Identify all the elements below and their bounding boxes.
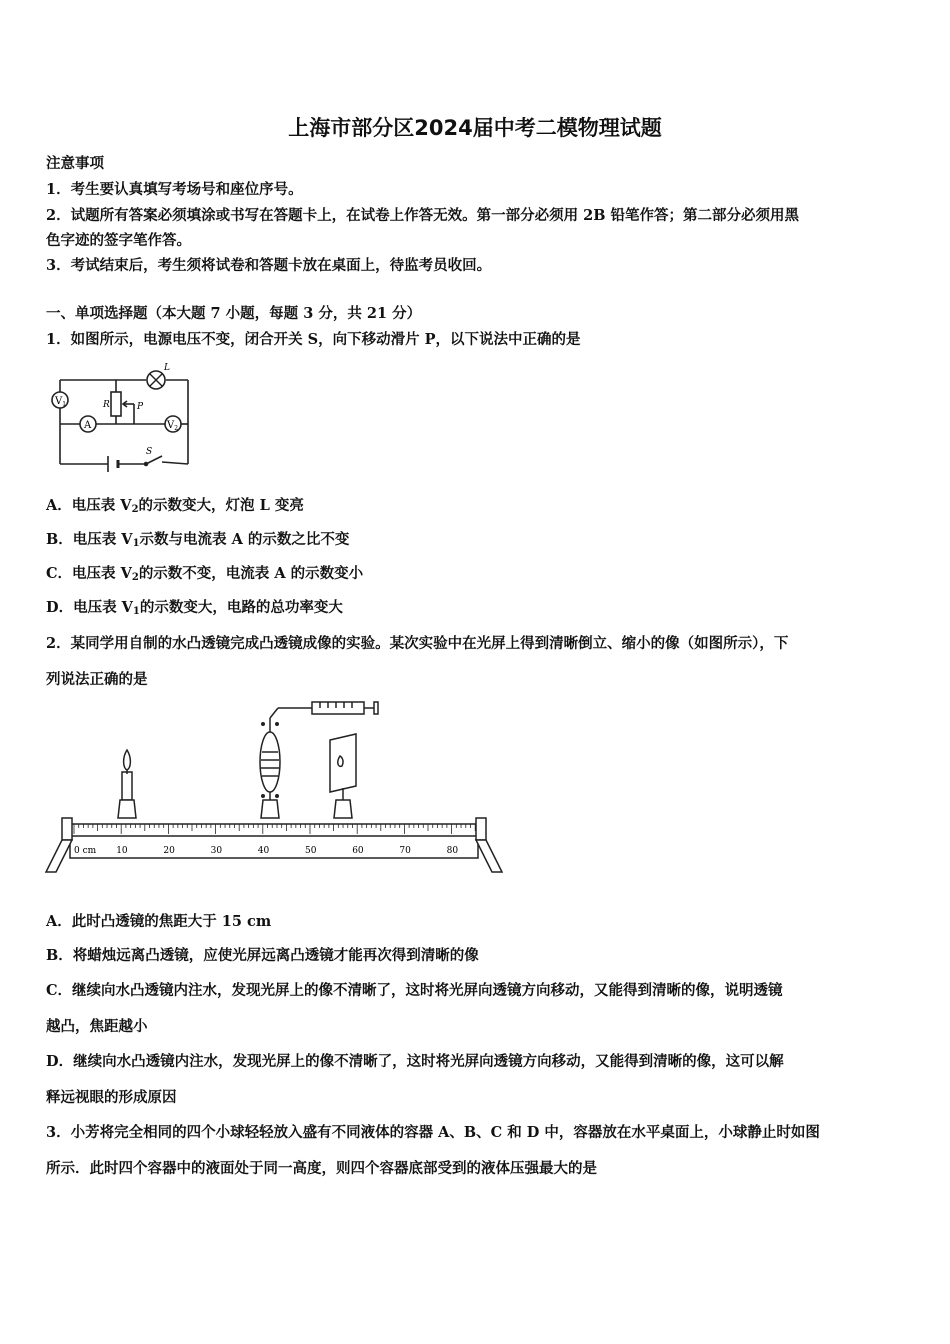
ruler-tick-label: 70 bbox=[399, 846, 411, 856]
notice-item: 色字迹的签字笔作答。 bbox=[46, 232, 191, 249]
svg-text:A: A bbox=[84, 420, 92, 431]
resistor-label: R bbox=[103, 400, 110, 410]
q2-option-d-cont: 释远视眼的形成原因 bbox=[46, 1089, 177, 1106]
voltmeter-v1-icon bbox=[52, 392, 68, 408]
ruler-tick-label: 10 bbox=[116, 846, 128, 856]
ruler-tick-label: 50 bbox=[305, 846, 317, 856]
circuit-diagram bbox=[46, 362, 196, 472]
section-heading: 一、单项选择题（本大题 7 小题，每题 3 分，共 21 分） bbox=[46, 305, 422, 322]
notice-heading: 注意事项 bbox=[46, 155, 104, 172]
q2-option-d: D．继续向水凸透镜内注水，发现光屏上的像不清晰了，这时将光屏向透镜方向移动，又能得到清晰的像，这可以解 bbox=[46, 1053, 784, 1070]
ruler-tick-label: 60 bbox=[352, 846, 364, 856]
q2-option-a: A．此时凸透镜的焦距大于 15 cm bbox=[46, 913, 272, 930]
ruler-zero-label: 0 cm bbox=[74, 846, 97, 856]
notice-item: 2．试题所有答案必须填涂或书写在答题卡上，在试卷上作答无效。第一部分必须用 2B 铅笔作答；第二部分必须用黑 bbox=[46, 207, 800, 224]
page-title: 上海市部分区2024届中考二模物理试题 bbox=[288, 116, 662, 140]
notice-item: 3．考试结束后，考生须将试卷和答题卡放在桌面上，待监考员收回。 bbox=[46, 257, 492, 274]
q2-option-b: B．将蜡烛远离凸透镜，应使光屏远离凸透镜才能再次得到清晰的像 bbox=[46, 947, 479, 964]
q1-option-c: C．电压表 $V_2$的示数不变，电流表 A 的示数变小 bbox=[46, 565, 364, 583]
slider-label: P bbox=[137, 402, 144, 412]
ruler-tick-label: 30 bbox=[210, 846, 223, 856]
lamp-icon bbox=[147, 371, 165, 389]
q2-option-c: C．继续向水凸透镜内注水，发现光屏上的像不清晰了，这时将光屏向透镜方向移动，又能得到清晰的像，说明透镜 bbox=[46, 982, 783, 999]
question-2-stem: 2．某同学用自制的水凸透镜完成凸透镜成像的实验。某次实验中在光屏上得到清晰倒立、缩小的像（如图所示），下 bbox=[46, 635, 789, 652]
q1-option-a: A．电压表 $V_2$的示数变大，灯泡 L 变亮 bbox=[46, 497, 304, 515]
optical-bench-diagram bbox=[44, 696, 506, 878]
ruler-tick-label: 20 bbox=[163, 846, 175, 856]
q1-option-b: B．电压表 $V_1$示数与电流表 A 的示数之比不变 bbox=[46, 531, 350, 549]
ammeter-icon bbox=[80, 416, 96, 432]
voltmeter-v2-icon bbox=[165, 416, 181, 432]
svg-text:V2: $V_2$ bbox=[167, 420, 179, 432]
question-1-stem: 1．如图所示，电源电压不变，闭合开关 S，向下移动滑片 P，以下说法中正确的是 bbox=[46, 331, 581, 348]
q2-option-c-cont: 越凸，焦距越小 bbox=[46, 1018, 148, 1035]
ruler-tick-label: 80 bbox=[446, 846, 459, 856]
svg-text:V1: $V_1$ bbox=[55, 396, 67, 408]
question-3-stem: 3．小芳将完全相同的四个小球轻轻放入盛有不同液体的容器 A、B、C 和 D 中，容器放在水平桌面上，小球静止时如图 bbox=[46, 1124, 820, 1141]
switch-label: S bbox=[146, 447, 153, 457]
q1-option-d: D．电压表 $V_1$的示数变大，电路的总功率变大 bbox=[46, 599, 343, 617]
notice-item: 1．考生要认真填写考场号和座位序号。 bbox=[46, 181, 303, 198]
ruler-tick-label: 40 bbox=[257, 846, 270, 856]
question-2-stem-cont: 列说法正确的是 bbox=[46, 671, 148, 688]
lamp-label: L bbox=[164, 363, 170, 373]
question-3-stem-cont: 所示．此时四个容器中的液面处于同一高度，则四个容器底部受到的液体压强最大的是 bbox=[46, 1160, 597, 1177]
